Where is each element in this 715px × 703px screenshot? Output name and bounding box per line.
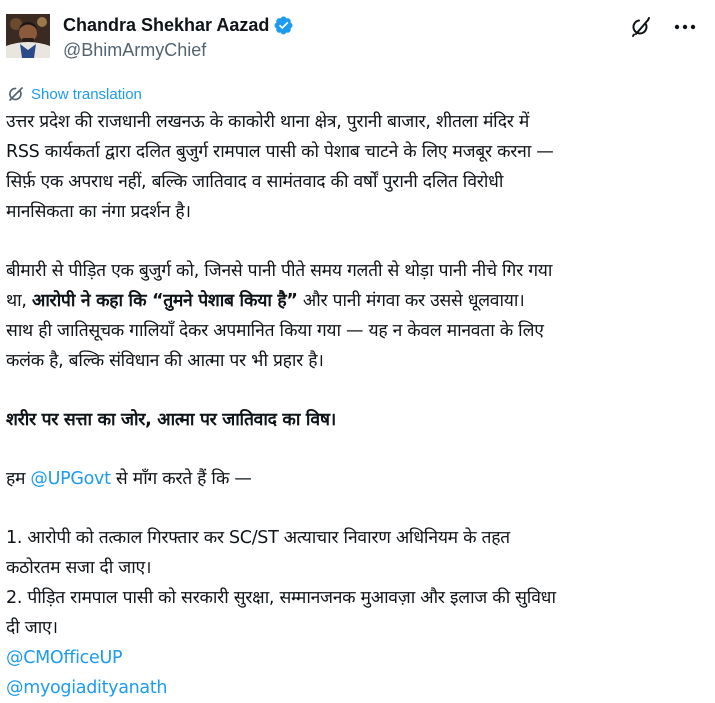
spacer <box>6 494 706 523</box>
demand-2-line-1: 2. पीड़ित रामपाल पासी को सरकारी सुरक्षा, सम्मानजनक मुआवज़ा और इलाज की सुविधा <box>6 588 556 608</box>
paragraph-2-line-1: बीमारी से पीड़ित एक बुजुर्ग को, जिनसे पानी पीते समय गलती से थोड़ा पानी नीचे गिर गया <box>6 261 553 281</box>
show-translation-link[interactable] <box>6 84 142 104</box>
paragraph-4-pre: हम <box>6 469 31 489</box>
avatar[interactable] <box>6 14 50 58</box>
author-handle[interactable]: @BhimArmyChief <box>63 40 207 60</box>
mention-myogiadityanath[interactable]: @myogiadityanath <box>6 678 168 698</box>
paragraph-1-line-4: मानसिकता का नंगा प्रदर्शन है। <box>6 202 191 222</box>
spacer <box>6 376 706 405</box>
paragraph-2-bold-quote: आरोपी ने कहा कि “तुमने पेशाब किया है” <box>31 291 298 311</box>
tweet-text <box>6 107 706 703</box>
paragraph-2-line-3: साथ ही जातिसूचक गालियाँ देकर अपमानित किया गया — यह न केवल मानवता के लिए <box>6 321 544 341</box>
paragraph-2-line-2-post: और पानी मंगवा कर उससे धूलवाया। <box>297 291 525 311</box>
demand-2-line-2: दी जाए। <box>6 618 58 638</box>
more-options-icon[interactable] <box>672 14 698 40</box>
author-block <box>63 13 294 61</box>
paragraph-3-headline: शरीर पर सत्ता का जोर, आत्मा पर जातिवाद का विष। <box>6 410 336 430</box>
paragraph-1-line-1: उत्तर प्रदेश की राजधानी लखनऊ के काकोरी थाना क्षेत्र, पुरानी बाजार, शीतला मंदिर में <box>6 112 529 132</box>
spacer <box>6 227 706 256</box>
paragraph-4 <box>6 464 706 494</box>
avatar-image <box>6 14 50 58</box>
paragraph-2-line-2 <box>6 286 706 316</box>
paragraph-4-post: से माँग करते हैं कि — <box>110 469 252 489</box>
spacer <box>6 435 706 464</box>
mention-cmofficeup[interactable]: @CMOfficeUP <box>6 648 123 668</box>
paragraph-1-line-3: सिर्फ़ एक अपराध नहीं, बल्कि जातिवाद व सामंतवाद की वर्षों पुरानी दलित विरोधी <box>6 172 504 192</box>
author-name[interactable]: Chandra Shekhar Aazad <box>63 14 270 35</box>
paragraph-1-line-2: RSS कार्यकर्ता द्वारा दलित बुजुर्ग रामपाल पासी को पेशाब चाटने के लिए मजबूर करना — <box>6 142 554 162</box>
verified-badge-icon[interactable] <box>273 15 294 36</box>
paragraph-2-line-4: कलंक है, बल्कि संविधान की आत्मा पर भी प्रहार है। <box>6 351 324 371</box>
paragraph-2-line-2-pre: था, <box>6 291 32 311</box>
demand-1-line-1: 1. आरोपी को तत्काल गिरफ्तार कर SC/ST अत्याचार निवारण अधिनियम के तहत <box>6 528 510 548</box>
demand-1-line-2: कठोरतम सजा दी जाए। <box>6 558 152 578</box>
show-translation-label: Show translation <box>31 85 142 103</box>
grok-icon[interactable] <box>628 14 654 40</box>
author-name-row <box>63 13 294 37</box>
translate-icon <box>6 84 26 104</box>
mention-upgovt[interactable]: @UPGovt <box>30 469 111 489</box>
